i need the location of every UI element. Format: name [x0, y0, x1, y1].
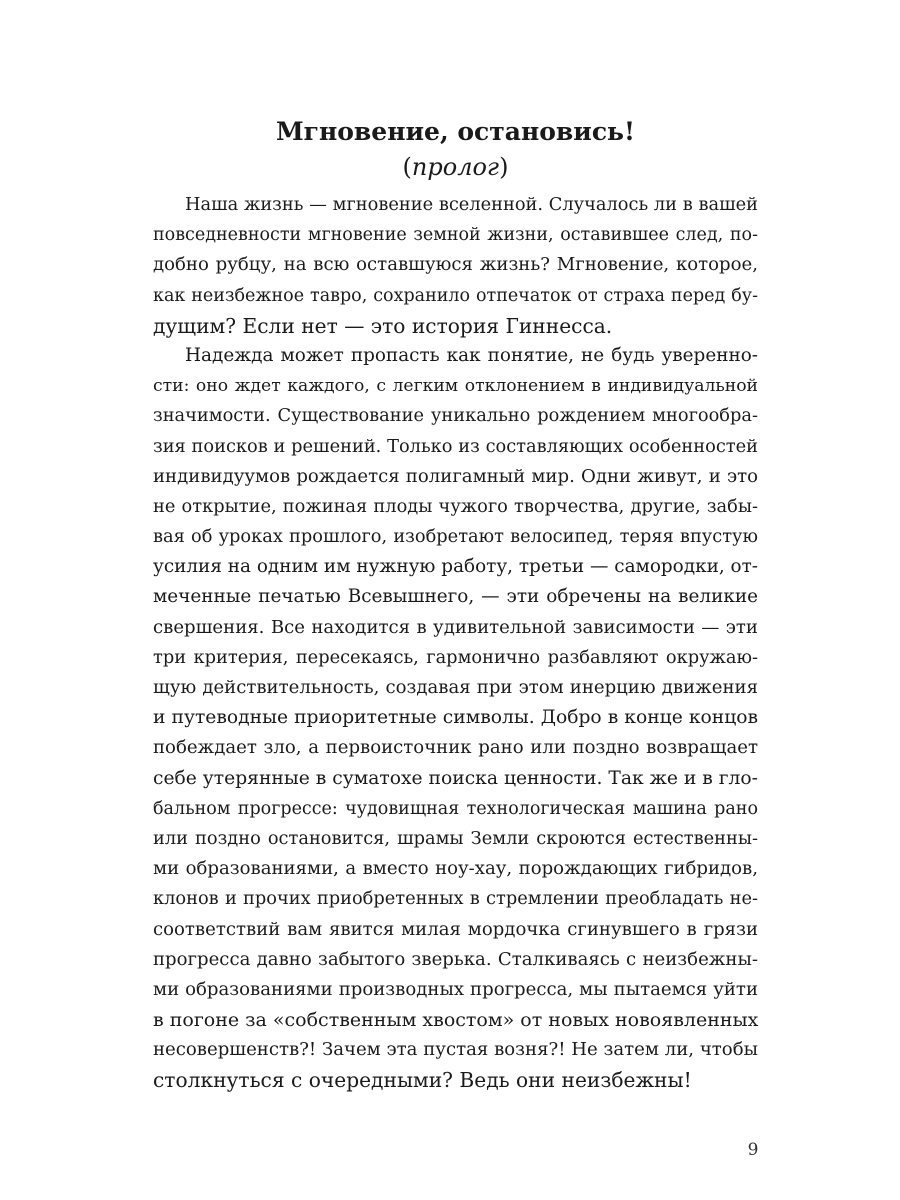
text-line: соответствий вам явится милая мордочка сгинувшего в грязи — [153, 918, 758, 940]
text-line: усилия на одним им нужную работу, третьи — самородки, от- — [153, 556, 758, 578]
page-number: 9 — [747, 1140, 759, 1160]
text-line: не открытие, пожиная плоды чужого творчества, другие, забы- — [153, 495, 758, 517]
text-line: несовершенств?! Зачем эта пустая возня?! Не затем ли, чтобы — [153, 1039, 758, 1061]
text-line: как неизбежное тавро, сохранило отпечаток от страха перед бу- — [153, 285, 758, 306]
chapter-subtitle — [153, 150, 758, 184]
body-text — [153, 190, 758, 1096]
paragraph — [153, 190, 758, 341]
page-body — [153, 114, 758, 1096]
text-line: ми образованиями, а вместо ноу-хау, порождающих гибридов, — [153, 858, 758, 880]
text-line: прогресса давно забытого зверька. Сталкиваясь с неизбежны- — [153, 948, 758, 970]
text-line: Надежда может пропасть как понятие, не будь увереннo- — [185, 344, 758, 366]
text-line: щую действительность, создавая при этом инерцию движения — [153, 677, 758, 698]
text-line: добно рубцу, на всю оставшуюся жизнь? Мгновение, которое, — [153, 254, 758, 276]
text-line: вая об уроках прошлого, изобретают велосипед, теряя впустую — [153, 526, 758, 548]
text-line: и путеводные приоритетные символы. Добро в конце концов — [153, 707, 758, 729]
text-line: клонов и прочих приобретенных в стремлении преобладать не- — [153, 888, 758, 910]
text-line: или поздно остановится, шрамы Земли скроются естественны- — [153, 827, 758, 849]
text-line: три критерия, пересекаясь, гармонично разбавляют окружаю- — [153, 646, 758, 668]
text-line: себе утерянные в суматохе поиска ценности. Так же и в гло- — [153, 767, 758, 789]
subtitle-word: пролог — [411, 153, 500, 181]
paragraph — [153, 341, 758, 1096]
text-line: зия поисков и решений. Только из составляющих особенностей — [153, 435, 758, 457]
text-line: ми образованиями производных прогресса, мы пытаемся уйти — [153, 978, 758, 1000]
chapter-title: Мгновение, остановись! — [275, 117, 636, 146]
text-line: дущим? Если нет — это история Гиннесса. — [153, 313, 613, 338]
text-line: сти: оно ждет каждого, с легким отклонением в индивидуальной — [153, 376, 758, 397]
text-line: повседневности мгновение земной жизни, оставившее след, по- — [153, 225, 758, 246]
text-line: меченные печатью Всевышнего, — эти обречены на великие — [153, 586, 758, 608]
text-line: свершения. Все находится в удивительной зависимости — эти — [153, 616, 758, 638]
text-line: значимости. Существование уникально рождением многообра- — [153, 405, 758, 427]
text-line: побеждает зло, а первоисточник рано или поздно возвращает — [153, 737, 758, 759]
text-line: в погоне за «собственным хвостом» от новых новоявленных — [153, 1009, 759, 1032]
subtitle-close-paren: ) — [499, 153, 509, 181]
text-line: бальном прогрессе: чудовищная технологическая машина рано — [153, 798, 758, 819]
text-line: столкнуться с очередными? Ведь они неизбежны! — [153, 1068, 692, 1093]
subtitle-open-paren: ( — [402, 153, 412, 181]
text-line: индивидуумов рождается полигамный мир. Одни живут, и это — [153, 465, 758, 487]
text-line: Наша жизнь — мгновение вселенной. Случалось ли в вашей — [185, 194, 758, 215]
